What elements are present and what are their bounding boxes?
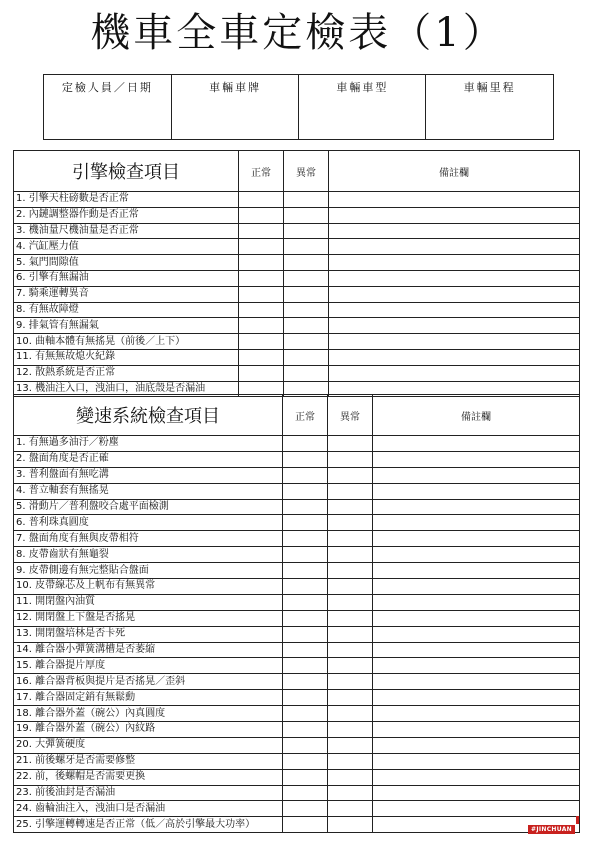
- normal-check-cell[interactable]: [283, 737, 328, 753]
- checklist-row: [14, 365, 580, 381]
- remarks-cell[interactable]: [373, 769, 580, 785]
- normal-check-cell[interactable]: [283, 753, 328, 769]
- checklist-row: [14, 817, 580, 833]
- checklist-item-label: 3. 普利盤面有無吃溝: [14, 467, 283, 483]
- abnormal-check-cell[interactable]: [328, 610, 373, 626]
- normal-check-cell[interactable]: [239, 302, 284, 318]
- checklist-row: [14, 769, 580, 785]
- normal-check-cell[interactable]: [283, 499, 328, 515]
- remarks-cell[interactable]: [373, 451, 580, 467]
- remarks-cell[interactable]: [373, 499, 580, 515]
- abnormal-check-cell[interactable]: [284, 318, 329, 334]
- col-abnormal: 異常: [328, 395, 373, 436]
- checklist-item-label: 1. 有無過多油汙／粉塵: [14, 436, 283, 452]
- remarks-cell[interactable]: [373, 436, 580, 452]
- checklist-row: [14, 499, 580, 515]
- checklist-item-label: 23. 前後油封是否漏油: [14, 785, 283, 801]
- remarks-cell[interactable]: [373, 785, 580, 801]
- checklist-row: [14, 436, 580, 452]
- remarks-cell[interactable]: [373, 467, 580, 483]
- checklist-item-label: 2. 盤面角度是否正確: [14, 451, 283, 467]
- normal-check-cell[interactable]: [239, 334, 284, 350]
- normal-check-cell[interactable]: [283, 467, 328, 483]
- abnormal-check-cell[interactable]: [328, 706, 373, 722]
- abnormal-check-cell[interactable]: [284, 334, 329, 350]
- checklist-row: [14, 579, 580, 595]
- checklist-item-label: 12. 開閉盤上下盤是否搖晃: [14, 610, 283, 626]
- checklist-item-label: 11. 有無無故熄火紀錄: [14, 349, 239, 365]
- abnormal-check-cell[interactable]: [328, 769, 373, 785]
- checklist-item-label: 19. 離合器外蓋（碗公）內紋路: [14, 722, 283, 738]
- col-abnormal: 異常: [284, 151, 329, 192]
- abnormal-check-cell[interactable]: [328, 801, 373, 817]
- abnormal-check-cell[interactable]: [328, 642, 373, 658]
- checklist-row: [14, 626, 580, 642]
- checklist-row: [14, 674, 580, 690]
- remarks-cell[interactable]: [329, 255, 580, 271]
- normal-check-cell[interactable]: [239, 365, 284, 381]
- remarks-cell[interactable]: [373, 642, 580, 658]
- remarks-cell[interactable]: [373, 579, 580, 595]
- checklist-row: [14, 531, 580, 547]
- normal-check-cell[interactable]: [283, 451, 328, 467]
- col-normal: 正常: [239, 151, 284, 192]
- remarks-cell[interactable]: [373, 737, 580, 753]
- checklist-row: [14, 706, 580, 722]
- checklist-item-label: 22. 前，後螺帽是否需要更換: [14, 769, 283, 785]
- normal-check-cell[interactable]: [239, 349, 284, 365]
- abnormal-check-cell[interactable]: [328, 626, 373, 642]
- abnormal-check-cell[interactable]: [284, 302, 329, 318]
- checklist-item-label: 2. 內鏈調整器作動是否正常: [14, 207, 239, 223]
- remarks-cell[interactable]: [329, 334, 580, 350]
- checklist-row: [14, 594, 580, 610]
- license-plate-cell[interactable]: 車輛車牌: [171, 75, 299, 140]
- remarks-cell[interactable]: [329, 318, 580, 334]
- checklist-row: [14, 642, 580, 658]
- checklist-row: [14, 563, 580, 579]
- checklist-row: [14, 451, 580, 467]
- abnormal-check-cell[interactable]: [284, 223, 329, 239]
- checklist-row: [14, 610, 580, 626]
- checklist-item-label: 21. 前後螺牙是否需要修整: [14, 753, 283, 769]
- abnormal-check-cell[interactable]: [284, 349, 329, 365]
- checklist-item-label: 20. 大彈簧硬度: [14, 737, 283, 753]
- checklist-row: [14, 318, 580, 334]
- remarks-cell[interactable]: [373, 706, 580, 722]
- checklist-item-label: 8. 有無故障燈: [14, 302, 239, 318]
- abnormal-check-cell[interactable]: [328, 436, 373, 452]
- remarks-cell[interactable]: [373, 753, 580, 769]
- abnormal-check-cell[interactable]: [284, 270, 329, 286]
- normal-check-cell[interactable]: [283, 515, 328, 531]
- abnormal-check-cell[interactable]: [328, 563, 373, 579]
- checklist-item-label: 8. 皮帶齒狀有無龜裂: [14, 547, 283, 563]
- normal-check-cell[interactable]: [283, 706, 328, 722]
- normal-check-cell[interactable]: [283, 785, 328, 801]
- checklist-item-label: 9. 排氣管有無漏氣: [14, 318, 239, 334]
- remarks-cell[interactable]: [329, 302, 580, 318]
- abnormal-check-cell[interactable]: [284, 255, 329, 271]
- transmission-check-table: [13, 394, 580, 833]
- normal-check-cell[interactable]: [239, 223, 284, 239]
- checklist-row: [14, 207, 580, 223]
- normal-check-cell[interactable]: [283, 801, 328, 817]
- checklist-row: [14, 547, 580, 563]
- normal-check-cell[interactable]: [283, 563, 328, 579]
- abnormal-check-cell[interactable]: [328, 499, 373, 515]
- checklist-item-label: 10. 皮帶線芯及上帆布有無異常: [14, 579, 283, 595]
- checklist-item-label: 17. 離合器固定銷有無鬆動: [14, 690, 283, 706]
- abnormal-check-cell[interactable]: [328, 722, 373, 738]
- checklist-row: [14, 192, 580, 208]
- engine-check-table: [13, 150, 580, 397]
- remarks-cell[interactable]: [373, 483, 580, 499]
- checklist-row: [14, 785, 580, 801]
- abnormal-check-cell[interactable]: [284, 286, 329, 302]
- normal-check-cell[interactable]: [239, 192, 284, 208]
- checklist-row: [14, 255, 580, 271]
- checklist-item-label: 25. 引擎運轉轉速是否正常（低／高於引擎最大功率）: [14, 817, 283, 833]
- normal-check-cell[interactable]: [239, 255, 284, 271]
- page-title: 機車全車定檢表（1）: [90, 10, 506, 56]
- transmission-section-title: 變速系統檢查項目: [14, 395, 283, 436]
- remarks-cell[interactable]: [373, 610, 580, 626]
- checklist-item-label: 14. 離合器小彈簧溝槽是否萎縮: [14, 642, 283, 658]
- remarks-cell[interactable]: [373, 563, 580, 579]
- checklist-row: [14, 302, 580, 318]
- checklist-row: [14, 753, 580, 769]
- checklist-item-label: 10. 曲軸本體有無搖晃（前後／上下）: [14, 334, 239, 350]
- checklist-item-label: 16. 離合器背板與提片是否搖晃／歪斜: [14, 674, 283, 690]
- abnormal-check-cell[interactable]: [328, 579, 373, 595]
- checklist-row: [14, 690, 580, 706]
- checklist-row: [14, 515, 580, 531]
- normal-check-cell[interactable]: [283, 690, 328, 706]
- abnormal-check-cell[interactable]: [328, 483, 373, 499]
- brand-logo: [528, 816, 579, 835]
- remarks-cell[interactable]: [329, 223, 580, 239]
- abnormal-check-cell[interactable]: [328, 467, 373, 483]
- logo-text: #JINCHUAN: [528, 825, 575, 834]
- remarks-cell[interactable]: [329, 239, 580, 255]
- abnormal-check-cell[interactable]: [328, 547, 373, 563]
- normal-check-cell[interactable]: [283, 531, 328, 547]
- checklist-row: [14, 286, 580, 302]
- normal-check-cell[interactable]: [283, 674, 328, 690]
- checklist-item-label: 11. 開閉盤內油質: [14, 594, 283, 610]
- abnormal-check-cell[interactable]: [328, 531, 373, 547]
- remarks-cell[interactable]: [373, 594, 580, 610]
- checklist-item-label: 15. 離合器提片厚度: [14, 658, 283, 674]
- remarks-cell[interactable]: [373, 722, 580, 738]
- normal-check-cell[interactable]: [283, 483, 328, 499]
- normal-check-cell[interactable]: [239, 286, 284, 302]
- checklist-row: [14, 467, 580, 483]
- checklist-item-label: 5. 滑動片／普利盤咬合處平面檢測: [14, 499, 283, 515]
- remarks-cell[interactable]: [373, 547, 580, 563]
- abnormal-check-cell[interactable]: [328, 515, 373, 531]
- normal-check-cell[interactable]: [283, 817, 328, 833]
- normal-check-cell[interactable]: [283, 626, 328, 642]
- normal-check-cell[interactable]: [283, 769, 328, 785]
- abnormal-check-cell[interactable]: [328, 594, 373, 610]
- checklist-item-label: 5. 氣門間隙值: [14, 255, 239, 271]
- normal-check-cell[interactable]: [283, 658, 328, 674]
- abnormal-check-cell[interactable]: [328, 785, 373, 801]
- engine-section-title: 引擎檢查項目: [14, 151, 239, 192]
- remarks-cell[interactable]: [373, 515, 580, 531]
- normal-check-cell[interactable]: [239, 239, 284, 255]
- abnormal-check-cell[interactable]: [328, 753, 373, 769]
- checklist-item-label: 6. 普利珠真圓度: [14, 515, 283, 531]
- normal-check-cell[interactable]: [239, 270, 284, 286]
- mileage-cell[interactable]: 車輛里程: [426, 75, 554, 140]
- checklist-item-label: 4. 汽缸壓力值: [14, 239, 239, 255]
- checklist-item-label: 24. 齒輪油注入，洩油口是否漏油: [14, 801, 283, 817]
- checklist-row: [14, 239, 580, 255]
- remarks-cell[interactable]: [373, 658, 580, 674]
- checklist-item-label: 6. 引擎有無漏油: [14, 270, 239, 286]
- checklist-row: [14, 349, 580, 365]
- normal-check-cell[interactable]: [239, 207, 284, 223]
- normal-check-cell[interactable]: [283, 594, 328, 610]
- abnormal-check-cell[interactable]: [284, 192, 329, 208]
- inspector-date-cell[interactable]: 定檢人員／日期: [44, 75, 172, 140]
- normal-check-cell[interactable]: [239, 318, 284, 334]
- normal-check-cell[interactable]: [283, 610, 328, 626]
- checklist-row: [14, 483, 580, 499]
- remarks-cell[interactable]: [329, 192, 580, 208]
- remarks-cell[interactable]: [373, 674, 580, 690]
- checklist-item-label: 18. 離合器外蓋（碗公）內真圓度: [14, 706, 283, 722]
- checklist-row: [14, 223, 580, 239]
- checklist-row: [14, 334, 580, 350]
- abnormal-check-cell[interactable]: [284, 365, 329, 381]
- normal-check-cell[interactable]: [283, 547, 328, 563]
- checklist-row: [14, 722, 580, 738]
- checklist-row: [14, 270, 580, 286]
- abnormal-check-cell[interactable]: [328, 737, 373, 753]
- abnormal-check-cell[interactable]: [328, 451, 373, 467]
- abnormal-check-cell[interactable]: [284, 207, 329, 223]
- normal-check-cell[interactable]: [283, 722, 328, 738]
- remarks-cell[interactable]: [329, 207, 580, 223]
- normal-check-cell[interactable]: [283, 579, 328, 595]
- checklist-row: [14, 801, 580, 817]
- remarks-cell[interactable]: [329, 286, 580, 302]
- checklist-row: [14, 658, 580, 674]
- vehicle-model-cell[interactable]: 車輛車型: [299, 75, 426, 140]
- abnormal-check-cell[interactable]: [284, 239, 329, 255]
- remarks-cell[interactable]: [329, 270, 580, 286]
- normal-check-cell[interactable]: [283, 642, 328, 658]
- remarks-cell[interactable]: [373, 690, 580, 706]
- logo-mark-icon: [576, 816, 579, 824]
- remarks-cell[interactable]: [373, 801, 580, 817]
- abnormal-check-cell[interactable]: [328, 658, 373, 674]
- checklist-item-label: 1. 引擎天柱磅數是否正常: [14, 192, 239, 208]
- checklist-item-label: 7. 盤面角度有無與皮帶相符: [14, 531, 283, 547]
- abnormal-check-cell[interactable]: [328, 817, 373, 833]
- remarks-cell[interactable]: [373, 626, 580, 642]
- checklist-item-label: 3. 機油量尺機油量是否正常: [14, 223, 239, 239]
- vehicle-info-table: [43, 74, 554, 140]
- normal-check-cell[interactable]: [283, 436, 328, 452]
- abnormal-check-cell[interactable]: [328, 674, 373, 690]
- checklist-item-label: 12. 散熱系統是否正常: [14, 365, 239, 381]
- checklist-item-label: 4. 普立軸套有無搖晃: [14, 483, 283, 499]
- remarks-cell[interactable]: [329, 349, 580, 365]
- col-remarks: 備註欄: [373, 395, 580, 436]
- checklist-item-label: 13. 機油注入口，洩油口，油底殼是否漏油: [14, 381, 239, 397]
- remarks-cell[interactable]: [329, 365, 580, 381]
- checklist-item-label: 7. 騎乘運轉異音: [14, 286, 239, 302]
- checklist-item-label: 13. 開閉盤培林是否卡死: [14, 626, 283, 642]
- col-remarks: 備註欄: [329, 151, 580, 192]
- col-normal: 正常: [283, 395, 328, 436]
- remarks-cell[interactable]: [373, 531, 580, 547]
- checklist-row: [14, 737, 580, 753]
- checklist-item-label: 9. 皮帶側邊有無完整貼合盤面: [14, 563, 283, 579]
- abnormal-check-cell[interactable]: [328, 690, 373, 706]
